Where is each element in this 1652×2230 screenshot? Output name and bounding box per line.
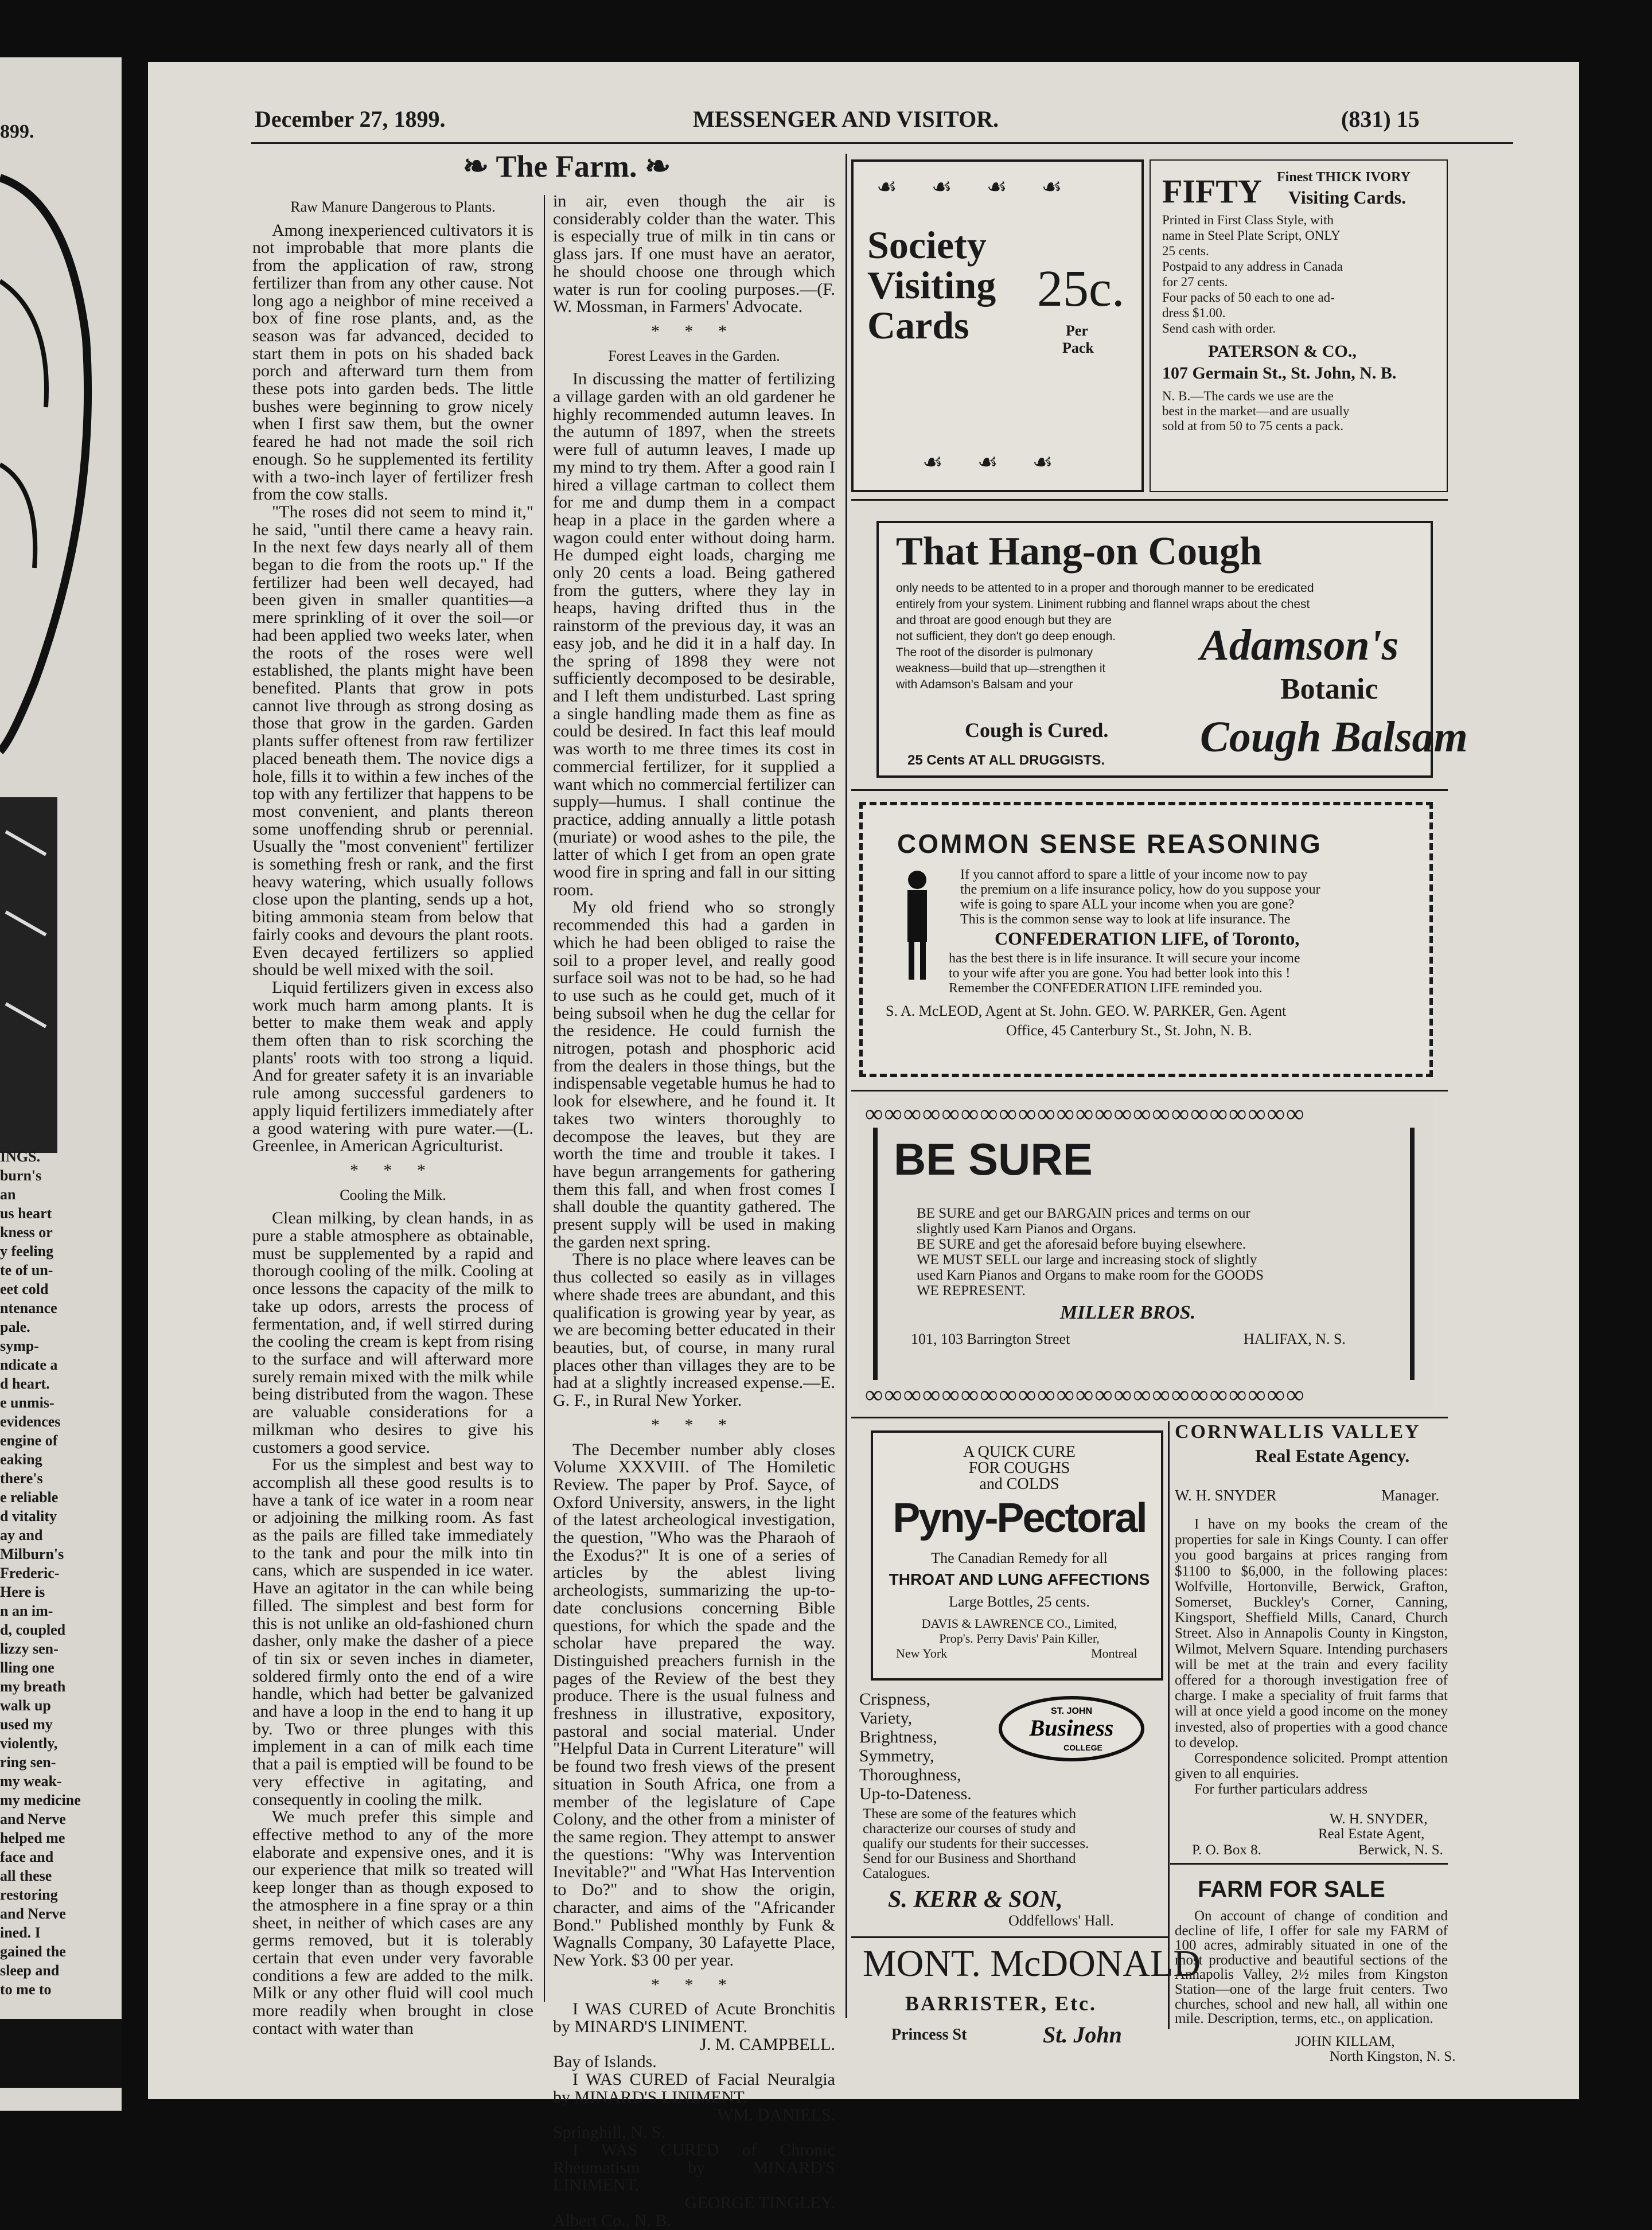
mcdonald-street: Princess St [891, 2026, 967, 2044]
chain-border-left [873, 1128, 878, 1380]
ad-line: the premium on a life insurance policy, how do you suppose your [960, 882, 1320, 897]
ad-line: only needs to be attented to in a proper and thorough manner to be eredicated [896, 582, 1314, 595]
paragraph: The December number ably closes Volume XXXVIII. of The Homiletic Review. The paper by Prof. Sayce, of Oxford University, answers, in the light of the latest archeological investigation, the question, "Who was the Pharaoh of the Exodus?" It is one of a series of articles by the ablest living archeologists, summarizing the up-to-date conclusions concerning Bible questions, for which the spade and the scholar have prepared the way. Distinguished preachers furnish in the pages of the Review of the best they produce. There is the usual fulness and freshness in illustrative, expository, pastoral and social material. Under "Helpful Data in Current Literature" will be found two fresh views of the present situation in South Africa, one from a member of the legislature of Cape Colony, and the other from a minister of the same region. They attempt to answer the questions: "Why was Intervention Inevitable?" and "What Has Intervention to Do?" and to show the origin, character, and aims of the "Africander Bond." Published monthly by Funk & Wagnalls Company, 30 Lafayette Place, New York. $3 00 per year. [553, 1440, 835, 1970]
pyny-props: Prop's. Perry Davis' Pain Killer, [939, 1631, 1100, 1646]
ad-line: Four packs of 50 each to one ad- [1162, 290, 1335, 305]
ad-line: with Adamson's Balsam and your [896, 678, 1073, 691]
cough-cured: Cough is Cured. [965, 719, 1109, 742]
paragraph: My old friend who so strongly recommended this had a garden in which he had been obliged to raise the soil to a proper level, and really good surface soil was not to be had, so he had to use such as he could get, much of it being subsoil when he dug the cellar for the residence. He could furnish the nitrogen, potash and phosphoric acid from the dealers in those things, but the indispensable vegetable humus he had to look for elsewhere, and he found it. It takes two winters thoroughly to decompose the leaves, but they are worth the time and trouble it takes. I have begun arrangements for gathering them this fall, and when frost comes I shall double the quantity gathered. The present supply will be used in making the garden next spring. [553, 898, 835, 1252]
paragraph: Albert Co., N. B. [553, 2210, 671, 2230]
ornament-icon: ❧ [637, 149, 671, 184]
text-fragment: ring sen- [0, 1754, 56, 1771]
snyder-town: Berwick, N. S. [1358, 1842, 1443, 1858]
paragraph: Liquid fertilizers given in excess also work much harm among plants. It is better to make them weak and apply them often than to risk scorching the plants' roots with too strong a liquid. And for greater safety it is an invariable rule among successful gardeners to apply liquid fertilizers immediately after a good watering with pure water.—(L. Greenlee, in American Agriculturist. [252, 977, 533, 1156]
paragraph: We much prefer this simple and effective method to any of the more elaborate and expensive ones, and it is our experience that milk so treated will keep longer than as though exposed to the atmosphere in a fine spray or a thin sheet, in neither of which cases are any germs removed, but it is tolerably certain that even under very favorable conditions a few are added to the milk. Milk or any other fluid will cool much more readily when brought in close contact with water than [252, 1807, 533, 2038]
text-fragment: there's [0, 1470, 43, 1487]
chain-border-bottom: ∞∞∞∞∞∞∞∞∞∞∞∞∞∞∞∞∞∞∞∞∞∞∞ [865, 1381, 1306, 1409]
section-divider: * * * [651, 1975, 737, 1994]
text-fragment: us heart [0, 1205, 52, 1222]
common-sense-headline: COMMON SENSE REASONING [897, 829, 1322, 859]
cough-headline: That Hang-on Cough [896, 529, 1262, 574]
ad-line: has the best there is in life insurance. It will secure your income [949, 951, 1300, 966]
killam-town: North Kingston, N. S. [1330, 2049, 1456, 2064]
paragraph: There is no place where leaves can be thus collected so easily as in villages where shade trees are abundant, and this qualification is growing year by year, as we are becoming better educated in their beauties, but, of course, in many rural places other than villages they are to be had at a slightly increased expense.—E. G. F., in Rural New Yorker. [553, 1250, 835, 1410]
text-fragment: all these [0, 1868, 52, 1884]
text-fragment: Milburn's [0, 1546, 64, 1562]
paragraph: I WAS CURED of Acute Bronchitis by MINARD'S LINIMENT. [553, 1999, 835, 2037]
year-fragment: 899. [0, 121, 34, 142]
paragraph: Clean milking, by clean hands, in as pure a stable atmosphere as obtainable, must be supplemented by a rapid and thorough cooling of the milk. Cooling at once lessons the capacity of the milk to take up odors, arrests the process of fermentation, and, if well stirred during the cooling the cream is kept from rising to the surface and will afterward more surely remain mixed with the milk while being distributed from the wagon. These are valuable considerations for a milkman who desires to give his customers a good service. [252, 1208, 533, 1457]
fifty-sub2: Visiting Cards. [1288, 187, 1406, 208]
paragraph: For us the simplest and best way to accomplish all these good results is to have a tank of ice water in a room near or adjoining the milking room. As fast as the pails are filled take immediately to the tank and pour the milk into tin cans, which are suspended in ice water. Have an agitator in the can while being filled. The simplest and best form for this is not unlike an old-fashioned churn dasher, only make the dasher of a piece of tin six or seven inches in diameter, soldered firmly onto the end of a wire handle, which had better be galvanized and have a loop in the end to hang it up by. Two or three plunges with this implement in a can of milk each time that a pail is emptied will be found to be very effective in agitating, and consequently in cooling the milk. [252, 1455, 533, 1809]
cornwallis-heading: CORNWALLIS VALLEY [1175, 1421, 1421, 1443]
text-fragment: INGS. [0, 1148, 41, 1165]
fifty-sub1: Finest THICK IVORY [1277, 170, 1411, 185]
confederation-life: CONFEDERATION LIFE, of Toronto, [995, 928, 1300, 949]
text-fragment: and Nerve [0, 1905, 66, 1922]
society-price: 25c. [1037, 260, 1125, 317]
chain-border-right [1410, 1128, 1415, 1380]
pyny-bottles: Large Bottles, 25 cents. [949, 1593, 1090, 1610]
text-fragment: my breath [0, 1678, 66, 1695]
section-divider: * * * [651, 1415, 737, 1434]
miller-bros-ad [859, 1099, 1433, 1409]
ad-rule [851, 499, 1448, 501]
subheading: Forest Leaves in the Garden. [608, 347, 780, 364]
ornament-row: ☙☙☙☙ [876, 174, 1097, 200]
text-fragment: gained the [0, 1943, 66, 1960]
ad-line: best in the market—and are usually [1162, 404, 1350, 418]
miller-bros: MILLER BROS. [1060, 1302, 1196, 1323]
confederation-life-ad [859, 802, 1433, 1077]
text-fragment: lizzy sen- [0, 1640, 59, 1657]
society-cards-ad [851, 159, 1144, 492]
per-label: Per [1066, 322, 1088, 339]
business-body [863, 1807, 1089, 1881]
society-heading: Society Visiting Cards [867, 223, 996, 347]
text-fragment: violently, [0, 1735, 58, 1752]
ad-line: These are some of the features which [863, 1806, 1077, 1822]
cough-balsam-brand: Cough Balsam [1200, 713, 1468, 761]
killam-signature: JOHN KILLAM, [1295, 2034, 1395, 2049]
article-column-2 [553, 193, 835, 2229]
pyny-pectoral-ad [871, 1430, 1163, 1681]
subheading: Cooling the Milk. [340, 1186, 446, 1203]
ad-line: WE REPRESENT. [917, 1283, 1026, 1299]
ad-line: used Karn Pianos and Organs to make room for the GOODS [917, 1268, 1264, 1283]
ad-line: 25 cents. [1162, 244, 1209, 258]
text-fragment: d, coupled [0, 1621, 66, 1638]
feature-item: Thoroughness, [859, 1765, 961, 1784]
text-fragment: an [0, 1186, 16, 1203]
fifty-address: 107 Germain St., St. John, N. B. [1162, 364, 1397, 383]
text-fragment: face and [0, 1849, 54, 1865]
po-box: P. O. Box 8. [1192, 1842, 1261, 1858]
ad-line: Postpaid to any address in Canada [1162, 259, 1343, 274]
issue-date: December 27, 1899. [255, 106, 446, 132]
text-fragment: ined. I [0, 1924, 41, 1941]
text-fragment: burn's [0, 1167, 42, 1184]
feature-item: Crispness, [859, 1690, 931, 1709]
pyny-top: A QUICK CURE FOR COUGHS and COLDS [963, 1443, 1076, 1493]
text-fragment: te of un- [0, 1262, 53, 1278]
svg-text:Business: Business [1029, 1715, 1114, 1741]
paper-title: MESSENGER AND VISITOR. [693, 106, 999, 132]
mcdonald-name: MONT. McDONALD [863, 1943, 1201, 1985]
header-rule [251, 142, 1513, 144]
ad-line: to your wife after you are gone. You had better look into this ! [949, 966, 1291, 981]
paragraph: "The roses did not seem to mind it," he said, "until there came a heavy rain. In the next few days nearly all of them began to die from the roots up." If the fertilizer had been well decayed, had been given in smaller quantities—a mere sprinkling of it over the soil—or had been applied two weeks later, when the roots of the roses were well established, the plants might have been benefited. Plants that grow in pots cannot live through as strong dosing as those that grow in the garden. Garden plants suffer oftenest from raw fertilizer placed beneath them. The novice digs a hole, fills it to within a few inches of the top with any fertilizer that happens to be most convenient, and plants thereon some unoffending shrub or perennial. Usually the "most convenient" fertilizer is something fresh or rank, and the first heavy watering, which usually follows close upon the planting, sends up a hot, biting ammonia steam from below that fairly cooks and devours the plant roots. Even decayed fertilizers so applied should be well mixed with the soil. [252, 502, 533, 980]
paragraph: WM. DANIELS. [717, 2105, 835, 2124]
gentleman-figure-icon [897, 868, 937, 983]
ad-rule [851, 1417, 1448, 1418]
ad-rule [851, 789, 1448, 791]
ad-line: characterize our courses of study and [863, 1821, 1076, 1837]
page-number: (831) 15 [1341, 106, 1420, 132]
snyder-signature: W. H. SNYDER, [1330, 1811, 1428, 1827]
ad-line: entirely from your system. Liniment rubbing and flannel wraps about the chest [896, 598, 1310, 611]
pack-label: Pack [1062, 340, 1094, 356]
text-fragment: helped me [0, 1830, 65, 1846]
manager-title: Manager. [1381, 1487, 1440, 1504]
ad-line: slightly used Karn Pianos and Organs. [917, 1221, 1136, 1237]
text-fragment: restoring [0, 1886, 58, 1903]
cornwallis-subheading: Real Estate Agency. [1255, 1445, 1410, 1466]
farm-sale-body: On account of change of condition and decline of life, I offer for sale my FARM of 100 acres, admirably situated in one of the most productive and beautiful sections of the Annapolis Valley, 2½ miles from Kingston Station—one of the large fruit centers. Two churches, school and new hall, all within one mile. Description, terms, etc., on application. [1175, 1908, 1448, 2027]
text-fragment: e unmis- [0, 1394, 54, 1411]
ad-line: Send for our Business and Shorthand [863, 1851, 1076, 1866]
chain-border-top: ∞∞∞∞∞∞∞∞∞∞∞∞∞∞∞∞∞∞∞∞∞∞∞ [865, 1100, 1306, 1128]
text-fragment: to me to [0, 1981, 52, 1998]
feature-item: Variety, [859, 1709, 913, 1728]
text-fragment: e reliable [0, 1489, 59, 1506]
ad-line: and throat are good enough but they are [896, 614, 1112, 627]
text-fragment: sleep and [0, 1962, 60, 1979]
previous-page-edge [0, 57, 122, 2111]
botanic-brand: Botanic [1280, 673, 1378, 705]
fifty-body [1162, 212, 1343, 336]
ad-line: dress $1.00. [1162, 306, 1226, 320]
ad-line: sold at from 50 to 75 cents a pack. [1162, 419, 1344, 433]
text-fragment: ndicate a [0, 1356, 58, 1373]
farm-sale-headline: FARM FOR SALE [1198, 1877, 1385, 1902]
ad-line: BE SURE and get the aforesaid before buying elsewhere. [917, 1237, 1246, 1252]
paragraph: Among inexperienced cultivators it is not improbable that more plants die from the application of raw, strong fertilizer than from any other cause. Not long ago a neighbor of mine received a box of fine rose plants, and, as the season was far advanced, decided to start them in pots on his shaded back porch and afterward turn them from these pots into garden beds. The little bushes were beginning to grow nicely when I first saw them, but the owner feared he had not made the soil rich enough. So he supplemented its fertility with a two-inch layer of fertilizer fresh from the cow stalls. [252, 220, 533, 504]
kerr-firm: S. KERR & SON, [888, 1886, 1063, 1913]
paragraph: In discussing the matter of fertilizing a village garden with an old gardener he highly recommended autumn leaves. In the autumn of 1897, when the streets were full of autumn leaves, I made up my mind to try them. After a good rain I hired a village cartman to collect them for me and dump them in a compact heap in a place in the garden where a wagon could enter without doing harm. He dumped eight loads, charging me only 20 cents a load. Being gathered from the gutters, where they lay in heaps, having drifted thus in the rainstorm of the previous day, it was an easy job, and he did it in a half day. In the spring of 1898 they were not sufficiently decomposed to be desirable, and I left them undisturbed. Last spring a single handling made them as fine as could be desired. In fact this leaf mould was worth to me three times its cost in commercial fertilizer, for it supplied a want which no commercial fertilizer can supply—humus. I shall continue the practice, adding annually a little potash (muriate) or wood ashes to the pile, the latter of which I get from an open grate wood fire in spring and fall in our sitting room. [553, 369, 835, 899]
ad-fragment-bottom [0, 2019, 122, 2088]
illustration-fragment [0, 166, 122, 1164]
ornament-icon: ❧ [462, 149, 496, 184]
paragraph: I WAS CURED of Facial Neuralgia by MINARD'S LINIMENT. [553, 2070, 835, 2107]
ad-line: Printed in First Class Style, with [1162, 213, 1334, 227]
pyny-affections: THROAT AND LUNG AFFECTIONS [889, 1570, 1150, 1588]
text-fragment: walk up [0, 1697, 51, 1714]
text-fragment: my weak- [0, 1773, 62, 1790]
text-fragment: and Nerve [0, 1811, 66, 1827]
ad-line: wife is going to spare ALL your income when you are gone? [960, 897, 1295, 912]
column-rule [544, 195, 545, 2002]
ad-line: WE MUST SELL our large and increasing stock of slightly [917, 1252, 1257, 1268]
text-fragment: eet cold [0, 1281, 49, 1297]
pyny-maker: DAVIS & LAWRENCE CO., Limited, [921, 1616, 1117, 1631]
previous-page-text [0, 1147, 122, 1999]
office-line: Office, 45 Canterbury St., St. John, N. B. [1006, 1022, 1252, 1039]
text-fragment: d heart. [0, 1375, 50, 1392]
page-header [148, 106, 1579, 140]
ad-line: not sufficient, they don't go deep enough. [896, 630, 1116, 643]
agents-line: S. A. McLEOD, Agent at St. John. GEO. W. PARKER, Gen. Agent [886, 1003, 1287, 1019]
ad-line: name in Steel Plate Script, ONLY [1162, 228, 1341, 243]
ornament-row: ☙☙☙ [922, 449, 1088, 475]
text-fragment: Frederic- [0, 1565, 60, 1581]
business-college-badge-icon [997, 1694, 1146, 1763]
paragraph: in air, even though the air is considerably colder than the water. This is especially true of milk in tin cans or glass jars. If one must have an aerator, he should choose one through which water is run for cooling purposes.—(F. W. Mossman, in Farmers' Advocate. [553, 192, 835, 317]
text-fragment: y feeling [0, 1243, 54, 1260]
feature-item: Up-to-Dateness. [859, 1784, 972, 1803]
miller-address: 101, 103 Barrington Street [911, 1331, 1070, 1347]
text-fragment: pale. [0, 1319, 30, 1335]
cough-price: 25 Cents AT ALL DRUGGISTS. [907, 753, 1105, 768]
common-body [960, 867, 1320, 927]
text-fragment: used my [0, 1716, 53, 1733]
cornwallis-body: I have on my books the cream of the properties for sale in Kings County. I can offer you good bargains at prices ranging from $1100 to $6,000, in the following places: Wolfville, Hortonville, Berwick, Grafton, Somerset, Buckley's Corner, Canning, Kingsport, Sheffield Mills, Canard, Church Street. Also in Annapolis County in Kingston, Wilmot, Melvern Square. Intending purchasers will be met at the train and every facility offered for a thorough investigation free of charge. I make a speciality of fruit farms that will at once yield a good income on the money invested, also of properties with a good chance to develop. Correspondence solicited. Prompt attention given to all enquiries. For further particulars address [1175, 1516, 1448, 1798]
ad-line: weakness—build that up—strengthen it [896, 662, 1106, 675]
farm-title: The Farm. [496, 149, 637, 184]
svg-text:ST. JOHN: ST. JOHN [1050, 1706, 1093, 1716]
ad-rule [851, 1936, 1168, 1938]
be-sure-headline: BE SURE [894, 1134, 1093, 1184]
fifty-firm: PATERSON & CO., [1208, 342, 1357, 361]
ad-rule [1170, 1863, 1448, 1865]
paragraph: Bay of Islands. [553, 2052, 657, 2072]
ad-line: If you cannot afford to spare a little of your income now to pay [960, 867, 1308, 882]
section-title [423, 148, 710, 184]
feature-item: Symmetry, [859, 1746, 934, 1765]
pyny-newyork: New York [896, 1646, 948, 1660]
ad-line: BE SURE and get our BARGAIN prices and terms on our [917, 1206, 1250, 1221]
manager-name: W. H. SNYDER [1175, 1487, 1277, 1504]
fifty-cards-ad [1150, 159, 1448, 492]
mcdonald-city: St. John [1043, 2022, 1122, 2048]
snyder-role: Real Estate Agent, [1318, 1826, 1425, 1842]
article-column-1 [252, 193, 533, 2037]
fifty-heading: FIFTY [1162, 173, 1262, 210]
text-fragment: my medicine [0, 1792, 81, 1808]
feature-item: Brightness, [859, 1728, 937, 1746]
text-fragment: ntenance [0, 1300, 57, 1316]
text-fragment: n an im- [0, 1603, 53, 1619]
kerr-hall: Oddfellows' Hall. [1008, 1912, 1114, 1929]
paragraph: J. M. CAMPBELL. [700, 2034, 835, 2054]
ad-line: for 27 cents. [1162, 275, 1228, 289]
section-divider: * * * [350, 1160, 436, 1180]
ad-line: This is the common sense way to look at life insurance. The [960, 912, 1291, 927]
paragraph: I WAS CURED of Chronic Rheumatism by MINARD'S LINIMENT. [553, 2140, 835, 2195]
text-fragment: evidences [0, 1413, 61, 1430]
fifty-note [1162, 389, 1349, 434]
pyny-montreal: Montreal [1091, 1646, 1137, 1660]
text-fragment: eaking [0, 1451, 42, 1468]
ad-rule [851, 1090, 1448, 1091]
ad-line: Send cash with order. [1162, 321, 1276, 336]
svg-text:COLLEGE: COLLEGE [1063, 1743, 1102, 1752]
ad-line: Remember the CONFEDERATION LIFE reminded you. [949, 981, 1263, 996]
ad-line: The root of the disorder is pulmonary [896, 646, 1093, 659]
be-sure-body [917, 1206, 1264, 1299]
text-fragment: lling one [0, 1659, 54, 1676]
common-body-2 [949, 951, 1300, 996]
column-rule [846, 154, 847, 2018]
text-fragment: kness or [0, 1224, 53, 1241]
text-fragment: engine of [0, 1432, 58, 1449]
adamsons-brand: Adamson's [1200, 621, 1399, 669]
text-fragment: symp- [0, 1338, 39, 1354]
miller-city: HALIFAX, N. S. [1244, 1331, 1346, 1347]
business-features [859, 1690, 972, 1803]
ad-line: Catalogues. [863, 1866, 930, 1881]
ad-line: qualify our students for their successes. [863, 1836, 1089, 1851]
newspaper-page [148, 62, 1579, 2230]
mcdonald-title: BARRISTER, Etc. [905, 1992, 1097, 2015]
paragraph: Springhill, N. S. [553, 2123, 665, 2142]
ad-line: N. B.—The cards we use are the [1162, 389, 1334, 403]
cough-balsam-ad [876, 521, 1468, 778]
column-rule [1168, 1421, 1170, 2029]
pyny-brand: Pyny-Pectoral [893, 1495, 1146, 1541]
section-divider: * * * [651, 321, 737, 341]
paragraph: GEORGE TINGLEY. [684, 2193, 835, 2213]
subheading: Raw Manure Dangerous to Plants. [290, 198, 496, 215]
pyny-remedy: The Canadian Remedy for all [931, 1550, 1108, 1566]
text-fragment: Here is [0, 1584, 45, 1600]
text-fragment: d vitality [0, 1508, 57, 1525]
text-fragment: ay and [0, 1527, 43, 1543]
